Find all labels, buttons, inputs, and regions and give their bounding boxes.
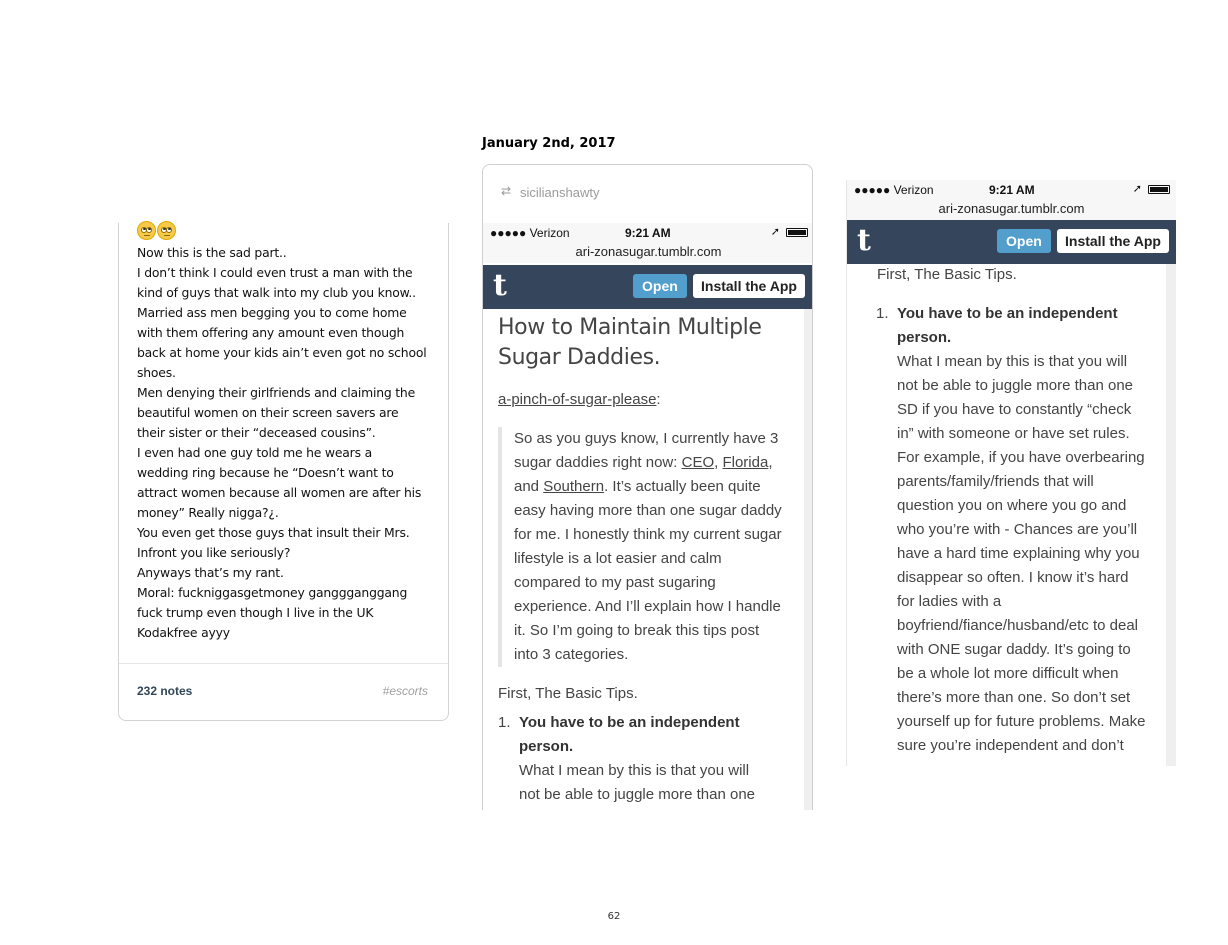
post-line: their sister or their “deceased cousins”. <box>137 425 376 440</box>
reblog-username[interactable]: sicilianshawty <box>520 185 600 200</box>
title-line: How to Maintain Multiple <box>498 315 762 340</box>
tumblr-logo-icon[interactable]: t <box>493 268 507 303</box>
tip-line: not be able to juggle more than one <box>519 786 756 803</box>
carrier-label: ●●●●● Verizon <box>490 226 570 240</box>
right-phone-screenshot <box>846 180 1176 766</box>
install-app-button[interactable]: Install the App <box>1057 229 1169 253</box>
article-title <box>498 313 762 373</box>
tip-line: with ONE sugar daddy. It’s going to <box>897 641 1131 658</box>
article-body <box>483 309 813 810</box>
tip-line: What I mean by this is that you will <box>897 353 1128 370</box>
post-line: with them offering any amount even though <box>137 325 405 340</box>
quote-line: and Southern. It’s actually been quite <box>514 478 761 495</box>
url-bar[interactable]: ari-zonasugar.tumblr.com <box>847 198 1176 220</box>
notes-count-link[interactable]: 232 notes <box>137 684 193 698</box>
quote-line: sugar daddies right now: CEO, Florida, <box>514 454 773 471</box>
quote-line: experience. And I’ll explain how I handle <box>514 598 781 615</box>
source-blog-name[interactable]: a-pinch-of-sugar-please <box>498 391 657 408</box>
open-button[interactable]: Open <box>633 274 687 298</box>
tip-line: parents/family/friends that will <box>897 473 1094 490</box>
tip-line: have a hard time explaining why you <box>897 545 1140 562</box>
tip-line: question you on where you go and <box>897 497 1127 514</box>
post-line: Men denying their girlfriends and claiming the <box>137 385 416 400</box>
post-body <box>137 243 437 643</box>
tip-line: For example, if you have overbearing <box>897 449 1145 466</box>
roll-eyes-emoji-icon <box>137 221 156 240</box>
quote-line: it. So I’m going to break this tips post <box>514 622 760 639</box>
post-line: Infront you like seriously? <box>137 545 291 560</box>
tumblr-app-bar <box>847 220 1176 264</box>
status-time: 9:21 AM <box>989 183 1035 197</box>
url-bar[interactable]: ari-zonasugar.tumblr.com <box>483 241 813 263</box>
status-bar <box>483 223 813 241</box>
phone-screenshot <box>483 223 813 810</box>
tips-heading: First, The Basic Tips. <box>877 266 1017 283</box>
tip-number: 1. <box>498 714 511 731</box>
tips-heading: First, The Basic Tips. <box>498 685 638 702</box>
quote-line: compared to my past sugaring <box>514 574 716 591</box>
article-body <box>847 264 1176 766</box>
battery-icon <box>786 228 808 237</box>
quote-line: So as you guys know, I currently have 3 <box>514 430 779 447</box>
post-line: attract women because all women are after his <box>137 485 422 500</box>
tip-title-line: person. <box>519 738 574 755</box>
status-time: 9:21 AM <box>625 226 671 240</box>
post-line: Married ass men begging you to come home <box>137 305 407 320</box>
tip-line: sure you’re independent and don’t <box>897 737 1124 754</box>
post-line: You even get those guys that insult their Mrs. <box>137 525 410 540</box>
post-line: back at home your kids ain’t even got no school <box>137 345 427 360</box>
tip-title-line: You have to be an independent <box>897 305 1118 322</box>
post-line: Now this is the sad part.. <box>137 245 287 260</box>
post-line: I don’t think I could even trust a man with the <box>137 265 413 280</box>
tip-line: disappear so often. I know it’s hard <box>897 569 1129 586</box>
tip-line: boyfriend/fiance/husband/etc to deal <box>897 617 1139 634</box>
tip-line: yourself up for future problems. Make <box>897 713 1146 730</box>
open-button[interactable]: Open <box>997 229 1051 253</box>
quote-line: lifestyle is a lot easier and calm <box>514 550 722 567</box>
tumblr-app-bar <box>483 265 813 309</box>
southern-link[interactable]: Southern <box>543 478 605 495</box>
florida-link[interactable]: Florida <box>722 454 769 471</box>
tip-line: in” with someone or have set rules. <box>897 425 1130 442</box>
roll-eyes-emoji-icon <box>157 221 176 240</box>
left-post-card <box>118 223 449 721</box>
date-heading: January 2nd, 2017 <box>482 136 616 151</box>
emoji-row <box>137 221 176 243</box>
reblog-header[interactable] <box>501 185 599 200</box>
location-arrow-icon: ➚ <box>1132 183 1142 195</box>
ceo-link[interactable]: CEO <box>681 454 715 471</box>
quoted-text <box>498 427 790 667</box>
status-bar <box>847 180 1176 198</box>
quote-line: into 3 categories. <box>514 646 629 663</box>
battery-icon <box>1148 185 1170 194</box>
post-tag-link[interactable]: #escorts <box>382 684 428 698</box>
tip-line: who you’re with - Chances are you’ll <box>897 521 1138 538</box>
source-blog-link[interactable]: a-pinch-of-sugar-please: <box>498 391 661 408</box>
post-line: money” Really nigga?¿. <box>137 505 279 520</box>
card-divider <box>119 663 448 664</box>
quote-line: for me. I honestly think my current sugar <box>514 526 782 543</box>
tip-line: for ladies with a <box>897 593 1002 610</box>
page-number: 62 <box>607 911 621 922</box>
post-line: fuck trump even though I live in the UK <box>137 605 374 620</box>
tip-title-line: person. <box>897 329 952 346</box>
tumblr-logo-icon[interactable]: t <box>857 223 871 258</box>
carrier-label: ●●●●● Verizon <box>854 183 934 197</box>
reblog-icon <box>501 188 514 198</box>
tip-number: 1. <box>876 305 889 322</box>
tip-line: What I mean by this is that you will <box>519 762 750 779</box>
title-line: Sugar Daddies. <box>498 345 661 370</box>
tip-item <box>498 711 798 807</box>
middle-post-card <box>482 164 813 810</box>
post-line: Moral: fuckniggasgetmoney ganggganggang <box>137 585 408 600</box>
tip-item <box>876 302 1176 758</box>
tip-line: there’s more than one. So don’t set <box>897 689 1131 706</box>
tip-line: not be able to juggle more than one <box>897 377 1134 394</box>
tip-line: be a whole lot more difficult when <box>897 665 1119 682</box>
post-line: wedding ring because he “Doesn’t want to <box>137 465 394 480</box>
post-line: beautiful women on their screen savers are <box>137 405 399 420</box>
quote-line: easy having more than one sugar daddy <box>514 502 782 519</box>
post-line: Anyways that’s my rant. <box>137 565 284 580</box>
install-app-button[interactable]: Install the App <box>693 274 805 298</box>
post-line: Kodakfree ayyy <box>137 625 230 640</box>
tip-line: SD if you have to constantly “check <box>897 401 1132 418</box>
post-line: I even had one guy told me he wears a <box>137 445 372 460</box>
post-line: shoes. <box>137 365 176 380</box>
tip-title-line: You have to be an independent <box>519 714 740 731</box>
post-line: kind of guys that walk into my club you know.. <box>137 285 416 300</box>
location-arrow-icon: ➚ <box>770 226 780 238</box>
